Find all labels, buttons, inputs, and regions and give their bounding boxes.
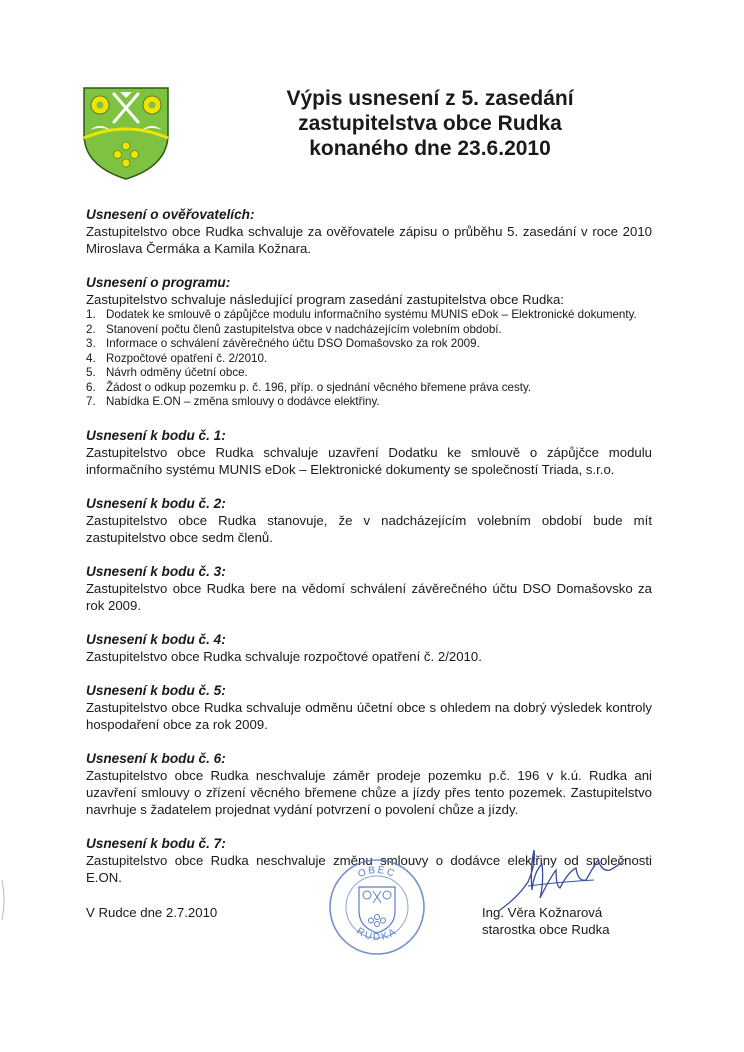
- signatory-name: Ing. Věra Kožnarová: [482, 905, 603, 920]
- signature-icon: [498, 842, 638, 912]
- section-point-6: [86, 750, 652, 818]
- signatory-role: starostka obce Rudka: [482, 922, 610, 937]
- section-text: Zastupitelstvo schvaluje následující program zasedání zastupitelstva obce Rudka:: [86, 292, 564, 307]
- section-text: Zastupitelstvo obce Rudka schvaluje za ověřovatele zápisu o průběhu 5. zasedání v roce 2010 Miroslava Čermáka a Kamila Kožnara.: [86, 224, 652, 256]
- section-point-3: [86, 563, 652, 614]
- section-heading: Usnesení k bodu č. 2:: [86, 495, 226, 511]
- official-stamp-icon: [323, 857, 431, 957]
- svg-text:OBEC: [356, 865, 397, 880]
- section-text: Zastupitelstvo obce Rudka schvaluje uzavření Dodatku ke smlouvě o zápůjčce modulu informačního systému MUNIS eDok – Elektronické dokumenty se společností Triada, s.r.o.: [86, 444, 652, 477]
- item-text: Rozpočtové opatření č. 2/2010.: [106, 351, 268, 365]
- title-line-3: konaného dne 23.6.2010: [309, 137, 551, 160]
- document-title: [250, 86, 610, 161]
- item-number: 3.: [86, 337, 96, 350]
- item-text: Dodatek ke smlouvě o zápůjčce modulu informačního systému MUNIS eDok – Elektronické dokumenty.: [106, 308, 637, 321]
- title-line-2: zastupitelstva obce Rudka: [298, 112, 562, 135]
- list-item: [86, 352, 652, 367]
- list-item: [86, 366, 652, 381]
- section-text: Zastupitelstvo obce Rudka stanovuje, že v nadcházejícím volebním období bude mít zastupitelstvo obce sedm členů.: [86, 512, 652, 545]
- item-text: Nabídka E.ON – změna smlouvy o dodávce elektřiny.: [106, 395, 380, 408]
- list-item: [86, 337, 652, 352]
- section-heading: Usnesení k bodu č. 6:: [86, 750, 226, 766]
- scan-edge-mark: [0, 880, 8, 920]
- coat-of-arms-icon: [80, 82, 172, 182]
- item-text: Informace o schválení závěrečného účtu DSO Domašovsko za rok 2009.: [106, 337, 480, 350]
- section-heading: Usnesení k bodu č. 4:: [86, 631, 226, 647]
- title-line-1: Výpis usnesení z 5. zasedání: [286, 87, 574, 110]
- stamp-top-text: OBEC: [356, 864, 398, 881]
- section-text: Zastupitelstvo obce Rudka neschvaluje změnu smlouvy o dodávce elektřiny od společnosti E.ON.: [86, 852, 652, 885]
- section-point-4: [86, 631, 652, 665]
- item-text: Návrh odměny účetní obce.: [106, 366, 248, 379]
- item-text: Žádost o odkup pozemku p. č. 196, příp. o sjednání věcného břemene práva cesty.: [106, 380, 532, 394]
- item-number: 2.: [86, 322, 96, 336]
- stamp-bottom-text: RUDKA: [354, 925, 400, 944]
- section-heading: Usnesení o programu:: [86, 275, 231, 290]
- document-body: [86, 206, 652, 903]
- section-point-1: [86, 427, 652, 478]
- list-item: [86, 381, 652, 396]
- section-text: Zastupitelstvo obce Rudka neschvaluje záměr prodeje pozemku p.č. 196 v k.ú. Rudka ani uzavření smlouvy o zřízení věcného břemene chůze a jízdy přes tento pozemek. Zastupitelstvo navrhuje s žadatelem projednat vydání potvrzení o povolení chůze a jízdy.: [86, 767, 652, 817]
- section-program: [86, 274, 652, 410]
- section-heading: Usnesení k bodu č. 7:: [86, 835, 226, 851]
- item-number: 6.: [86, 380, 96, 394]
- place-and-date: V Rudce dne 2.7.2010: [86, 905, 218, 920]
- section-heading: Usnesení k bodu č. 1:: [86, 427, 226, 443]
- program-list: [86, 308, 652, 410]
- section-text: Zastupitelstvo obce Rudka schvaluje rozpočtové opatření č. 2/2010.: [86, 648, 482, 664]
- section-point-5: [86, 682, 652, 733]
- list-item: [86, 395, 652, 410]
- item-number: 7.: [86, 395, 96, 408]
- section-point-2: [86, 495, 652, 546]
- section-heading: Usnesení o ověřovatelích:: [86, 207, 255, 222]
- section-text: Zastupitelstvo obce Rudka bere na vědomí schválení závěrečného účtu DSO Domašovsko za rok 2009.: [86, 580, 652, 613]
- list-item: [86, 323, 652, 338]
- section-heading: Usnesení k bodu č. 3:: [86, 563, 226, 579]
- section-heading: Usnesení k bodu č. 5:: [86, 682, 226, 698]
- svg-text:RUDKA: [354, 926, 399, 943]
- item-number: 4.: [86, 351, 96, 365]
- section-text: Zastupitelstvo obce Rudka schvaluje odměnu účetní obce s ohledem na dobrý výsledek kontroly hospodaření obce za rok 2009.: [86, 699, 652, 732]
- item-number: 5.: [86, 366, 96, 379]
- item-number: 1.: [86, 308, 96, 321]
- list-item: [86, 308, 652, 323]
- item-text: Stanovení počtu členů zastupitelstva obce v nadcházejícím volebním období.: [106, 322, 502, 336]
- signatory-block: [482, 904, 610, 938]
- section-verifiers: [86, 206, 652, 257]
